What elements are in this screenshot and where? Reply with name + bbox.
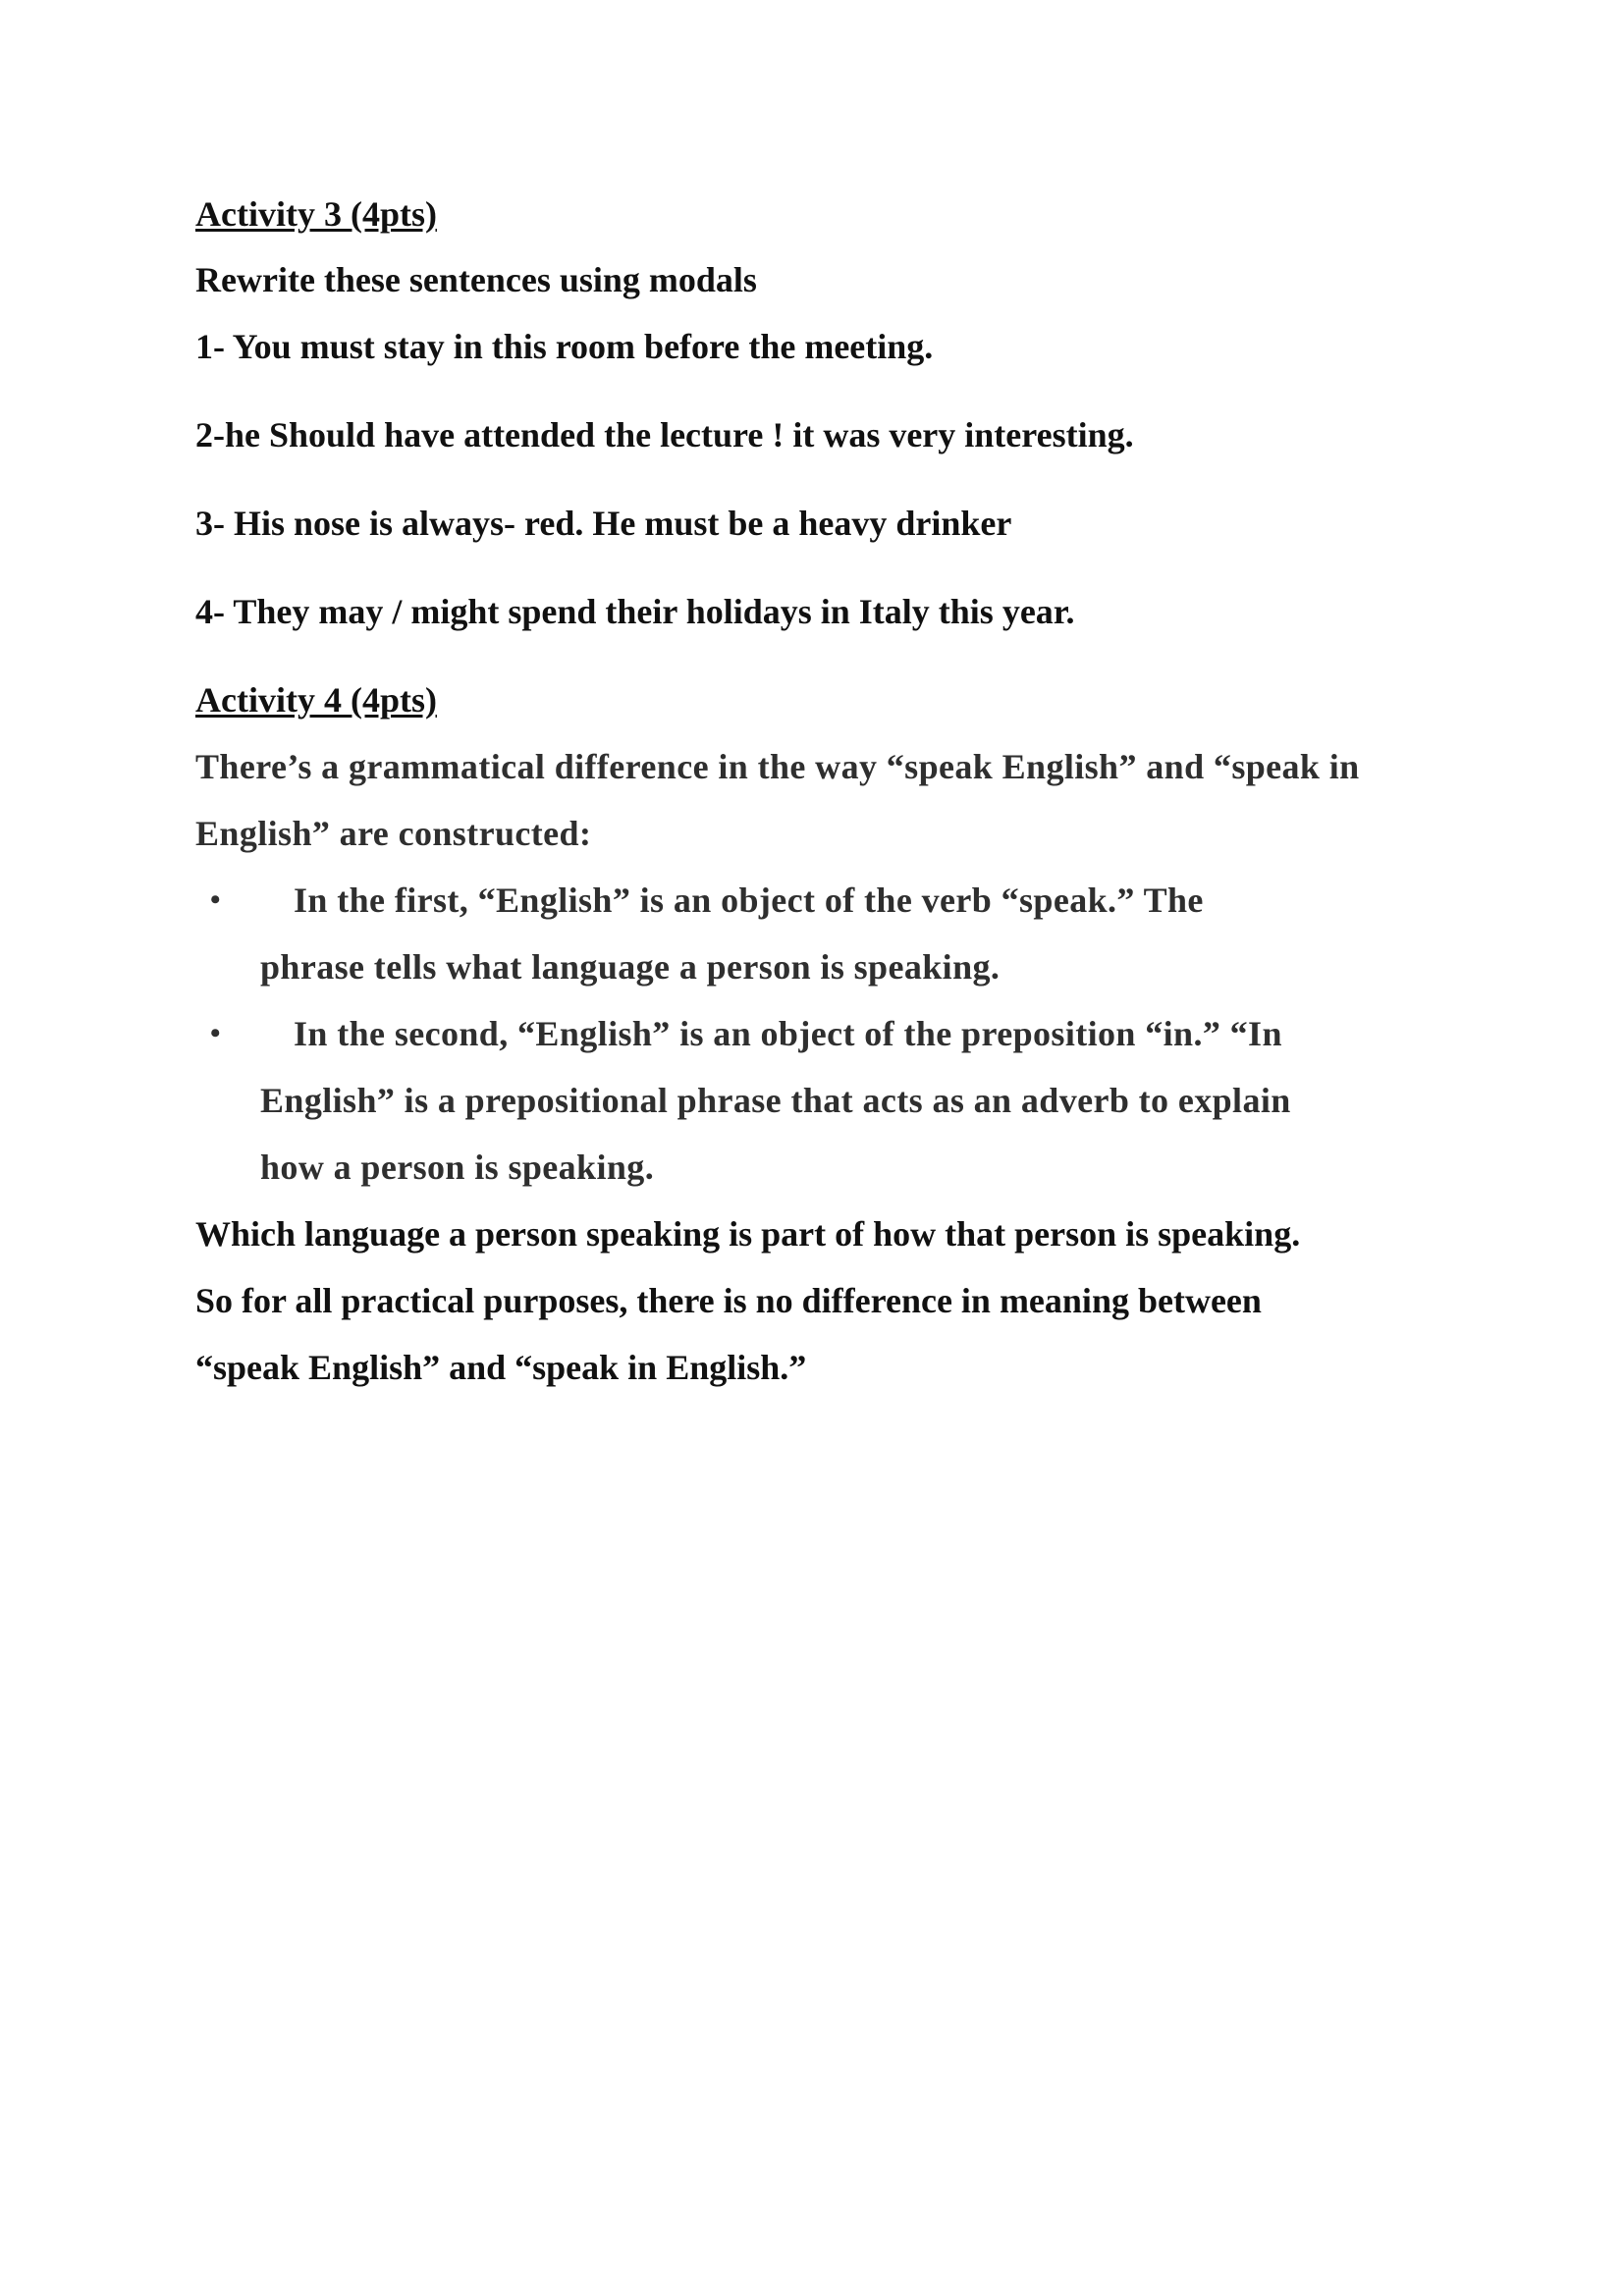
document-content [195, 192, 1472, 1389]
activity-3-sentence: 3- His nose is always- red. He must be a heavy drinker [195, 504, 1012, 543]
activity-4-intro-line: There’s a grammatical difference in the way “speak English” and “speak in [195, 747, 1360, 786]
activity-4-intro-line: English” are constructed: [195, 814, 592, 853]
activity-4-conclusion-line: “speak English” and “speak in English.” [195, 1348, 807, 1387]
bullet-line: In the second, “English” is an object of the preposition “in.” “In [294, 1014, 1282, 1053]
bullet-item [195, 879, 1472, 988]
bullet-icon: • [210, 883, 221, 916]
bullet-line: phrase tells what language a person is speaking. [260, 947, 1001, 987]
bullet-line: In the first, “English” is an object of the verb “speak.” The [294, 881, 1204, 920]
activity-4-conclusion-line: Which language a person speaking is part of how that person is speaking. [195, 1214, 1301, 1254]
activity-4-heading: Activity 4 (4pts) [195, 680, 437, 720]
bullet-item [195, 1012, 1472, 1189]
activity-3-sentence: 1- You must stay in this room before the meeting. [195, 327, 934, 366]
activity-4-conclusion-line: So for all practical purposes, there is no difference in meaning between [195, 1281, 1262, 1320]
activity-3-instruction: Rewrite these sentences using modals [195, 260, 757, 299]
activity-3-sentence: 4- They may / might spend their holidays in Italy this year. [195, 592, 1075, 631]
bullet-line: how a person is speaking. [260, 1148, 655, 1187]
activity-3-heading: Activity 3 (4pts) [195, 194, 437, 234]
activity-3-sentence: 2-he Should have attended the lecture ! it was very interesting. [195, 415, 1134, 454]
bullet-line: English” is a prepositional phrase that acts as an adverb to explain [260, 1081, 1291, 1120]
bullet-icon: • [210, 1017, 221, 1049]
